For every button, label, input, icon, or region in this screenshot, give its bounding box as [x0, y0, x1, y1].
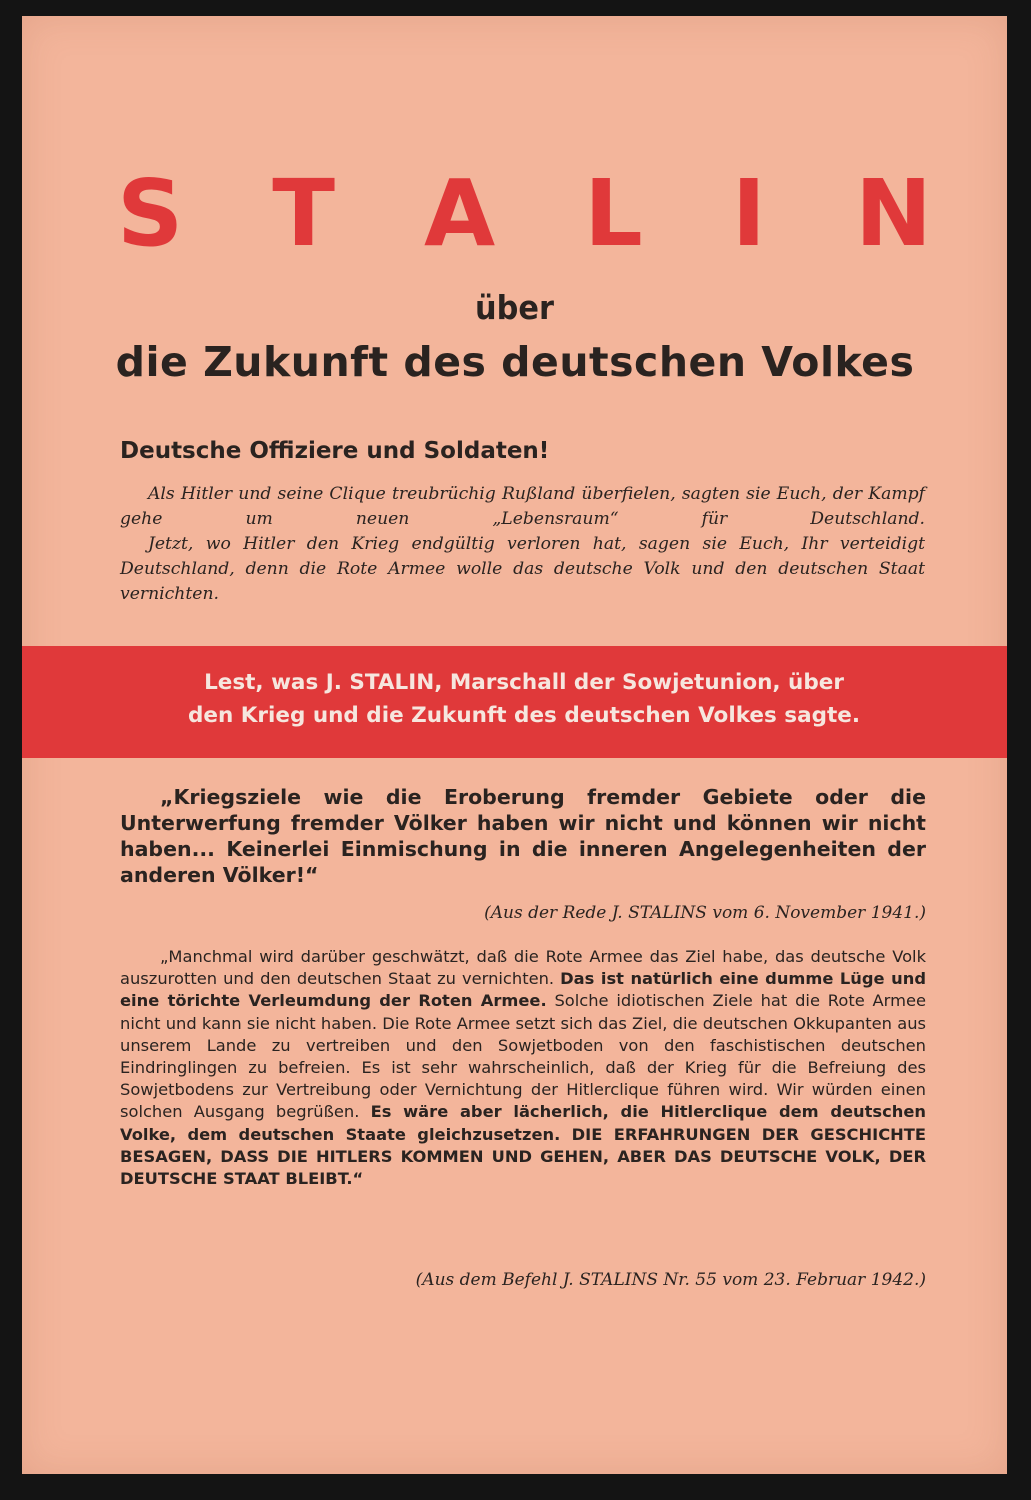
intro-paragraph: Jetzt, wo Hitler den Krieg endgültig verloren hat, sagen sie Euch, Ihr verteidigt Deutschland, denn die Rote Armee wolle das deutsche Volk und den deutschen Staat vernichten.: [120, 534, 925, 604]
headline-letter: L: [584, 160, 643, 267]
headline-letter: I: [731, 160, 766, 267]
quote-1942-part: Solche idiotischen Ziele hat die Rote Armee nicht und kann sie nicht haben. Die Rote Armee setzt sich das Ziel, die deutschen Okkupanten aus unserem Lande zu vertreiben und den Sowjetboden von den faschistischen deutschen Eindringlingen zu befreien. Es ist sehr wahrscheinlich, daß der Krieg für die Befreiung des Sowjetbodens zur Vertreibung oder Vernichtung der Hitlerclique führen wird. Wir würden einen solchen Ausgang begrüßen.: [120, 991, 926, 1122]
quote-1942-emphasis: Es wäre aber lächerlich, die Hitlerclique dem deutschen Volke, dem deutschen Staate gleichzusetzen. DIE ERFAHRUNGEN DER GESCHICHTE BESAGEN, DASS DIE HITLERS KOMMEN UND GEHEN, ABER DAS DEUTSCHE VOLK, DER DEUTSCHE STAAT BLEIBT.“: [120, 1102, 926, 1189]
headline-letter: N: [854, 160, 932, 267]
headline-subtitle: die Zukunft des deutschen Volkes: [115, 338, 915, 386]
intro-paragraph: Als Hitler und seine Clique treubrüchig Rußland überfielen, sagten sie Euch, der Kampf gehe um neuen „Lebensraum“ für Deutschland.: [120, 484, 925, 529]
headline-letter: S: [117, 160, 184, 267]
intro-paragraphs: [120, 482, 925, 607]
banner-line: den Krieg und die Zukunft des deutschen Volkes sagte.: [187, 703, 861, 728]
headline-stalin: [117, 160, 932, 267]
quote-1942: [120, 946, 926, 1190]
quote-1942-emphasis: Das ist natürlich eine dumme Lüge und eine törichte Verleumdung der Roten Armee.: [120, 969, 926, 1011]
banner-line: Lest, was J. STALIN, Marschall der Sowjetunion, über: [204, 670, 844, 695]
quote-1941: „Kriegsziele wie die Eroberung fremder Gebiete oder die Unterwerfung fremder Völker haben wir nicht und können wir nicht haben... Keinerlei Einmischung in die inneren Angelegenheiten der anderen Völker!“: [120, 785, 926, 887]
quote-1942-part: „Manchmal wird darüber geschwätzt, daß die Rote Armee das Ziel habe, das deutsche Volk auszurotten und den deutschen Staat zu vernichten.: [120, 947, 926, 989]
banner-text: [114, 666, 934, 732]
headline-over: über: [475, 288, 554, 327]
headline-letter: A: [423, 160, 496, 267]
source-1942: (Aus dem Befehl J. STALINS Nr. 55 vom 23. Februar 1942.): [415, 1270, 926, 1290]
headline-letter: T: [272, 160, 335, 267]
source-1941: (Aus der Rede J. STALINS vom 6. November 1941.): [484, 903, 926, 923]
leaflet: [22, 16, 1007, 1474]
salutation: Deutsche Offiziere und Soldaten!: [120, 438, 550, 464]
